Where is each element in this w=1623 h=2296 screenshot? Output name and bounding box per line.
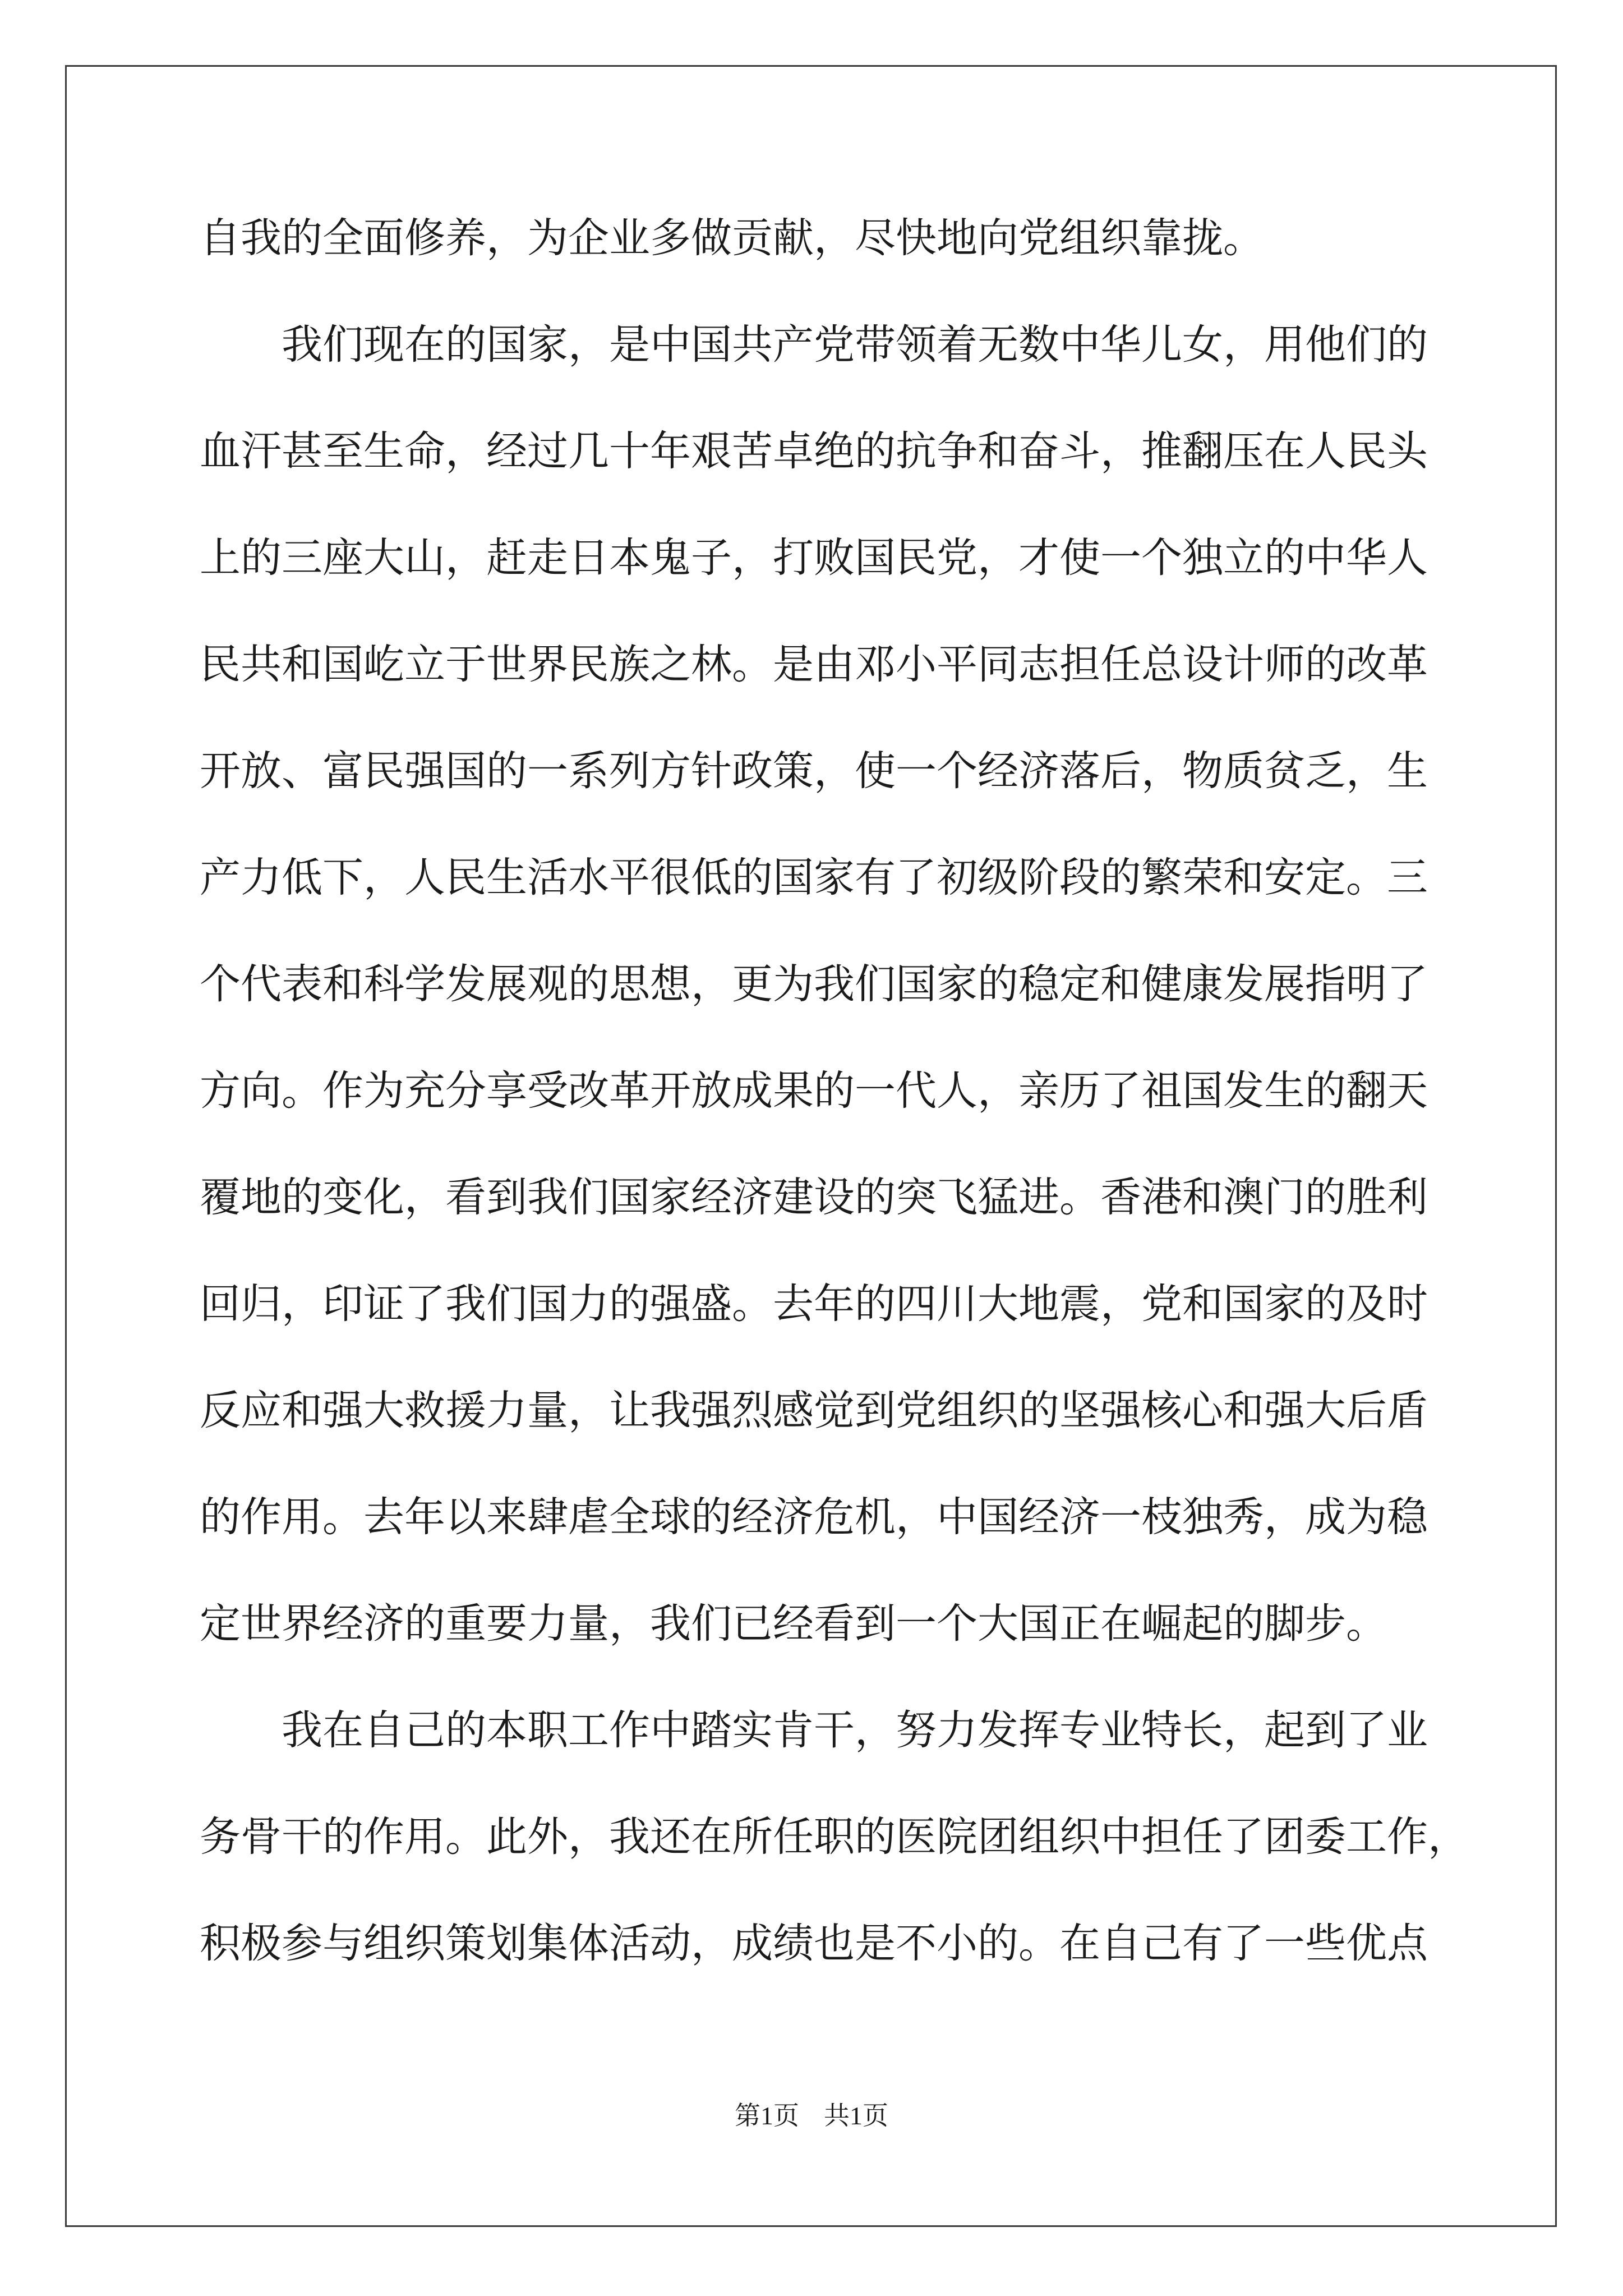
text-line: 我们现在的国家，是中国共产党带领着无数中华儿女，用他们的 xyxy=(282,321,1428,369)
page-footer xyxy=(0,2095,1623,2132)
page-total: 共1页 xyxy=(824,2101,888,2130)
text-line: 开放、富民强国的一系列方针政策，使一个经济落后，物质贫乏，生 xyxy=(200,747,1428,795)
text-line: 回归，印证了我们国力的强盛。去年的四川大地震，党和国家的及时 xyxy=(200,1280,1428,1328)
text-line: 上的三座大山，赶走日本鬼子，打败国民党，才使一个独立的中华人 xyxy=(200,534,1428,582)
text-line: 覆地的变化，看到我们国家经济建设的突飞猛进。香港和澳门的胜利 xyxy=(200,1174,1428,1221)
text-line: 自我的全面修养，为企业多做贡献，尽快地向党组织靠拢。 xyxy=(200,214,1264,262)
text-line: 积极参与组织策划集体活动，成绩也是不小的。在自己有了一些优点 xyxy=(200,1920,1428,1967)
text-line: 民共和国屹立于世界民族之林。是由邓小平同志担任总设计师的改革 xyxy=(200,641,1428,688)
text-line: 产力低下，人民生活水平很低的国家有了初级阶段的繁荣和安定。三 xyxy=(200,854,1428,901)
text-line: 的作用。去年以来肆虐全球的经济危机，中国经济一枝独秀，成为稳 xyxy=(200,1493,1428,1541)
text-line: 我在自己的本职工作中踏实肯干，努力发挥专业特长，起到了业 xyxy=(282,1706,1428,1754)
text-line: 反应和强大救援力量，让我强烈感觉到党组织的坚强核心和强大后盾 xyxy=(200,1387,1428,1434)
text-line: 血汗甚至生命，经过几十年艰苦卓绝的抗争和奋斗，推翻压在人民头 xyxy=(200,427,1428,475)
document-body xyxy=(200,208,1469,2019)
text-line: 务骨干的作用。此外，我还在所任职的医院团组织中担任了团委工作， xyxy=(200,1813,1469,1861)
text-line: 定世界经济的重要力量，我们已经看到一个大国正在崛起的脚步。 xyxy=(200,1600,1387,1648)
text-line: 个代表和科学发展观的思想，更为我们国家的稳定和健康发展指明了 xyxy=(200,960,1428,1008)
text-line: 方向。作为充分享受改革开放成果的一代人，亲历了祖国发生的翻天 xyxy=(200,1067,1428,1115)
page-number: 第1页 xyxy=(735,2101,799,2130)
